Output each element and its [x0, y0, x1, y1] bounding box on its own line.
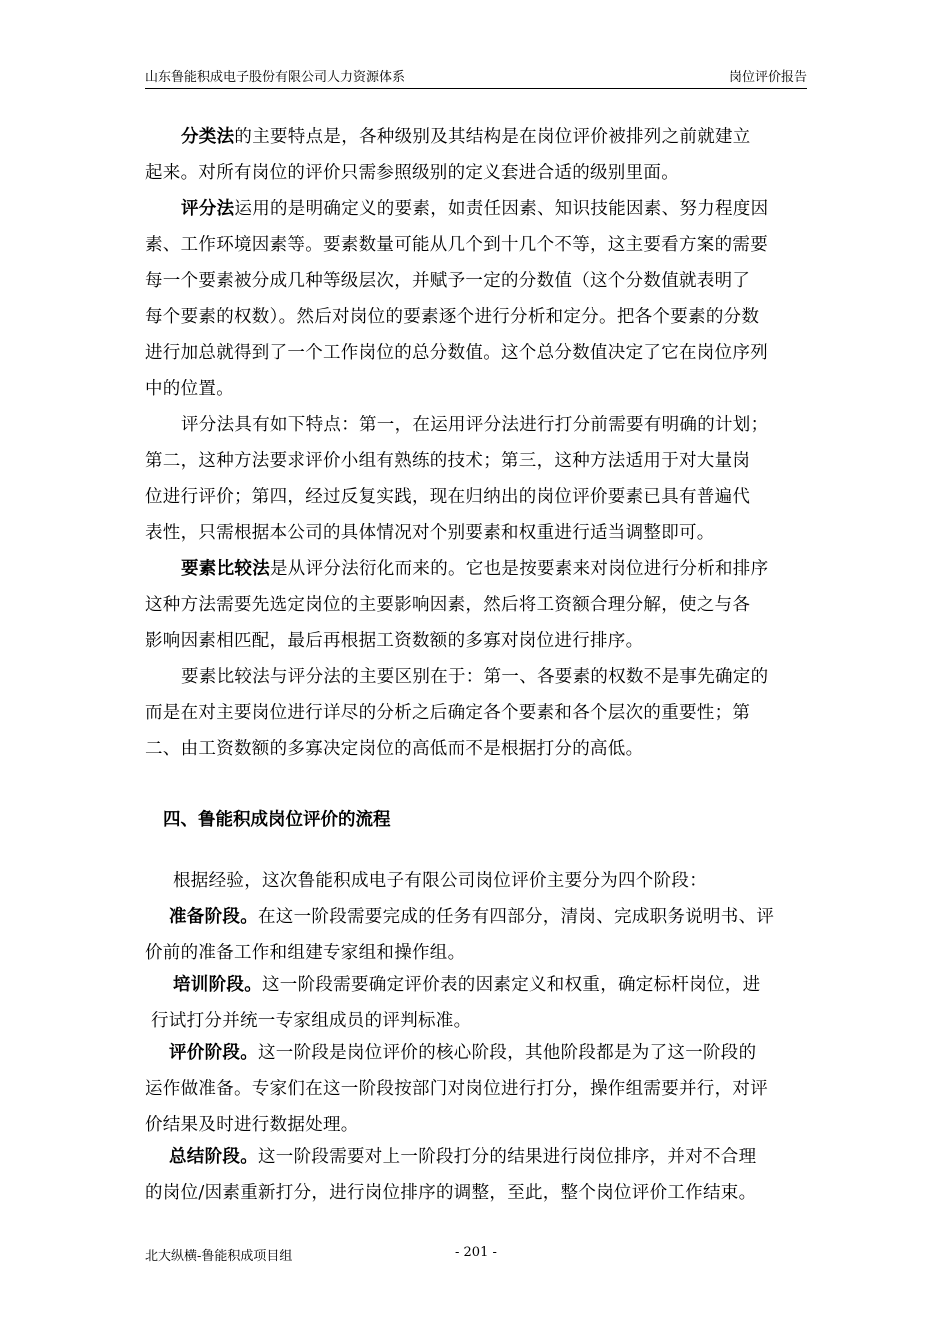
term-classification: 分类法 [181, 127, 235, 147]
text-line: 这种方法需要先选定岗位的主要影响因素，然后将工资额合理分解，使之与各 [145, 595, 751, 615]
text-line: 进行加总就得到了一个工作岗位的总分数值。这个总分数值决定了它在岗位序列 [145, 343, 768, 363]
footer-project-group: 北大纵横-鲁能积成项目组 [145, 1249, 293, 1264]
text-line: 行试打分并统一专家组成员的评判标准。 [151, 1011, 472, 1031]
term-summary-stage: 总结阶段。 [169, 1147, 258, 1167]
text-line: 在这一阶段需要完成的任务有四部分，清岗、完成职务说明书、评 [258, 907, 775, 927]
text-line: 价前的准备工作和组建专家组和操作组。 [145, 943, 466, 963]
text-line: 第二，这种方法要求评价小组有熟练的技术；第三，这种方法适用于对大量岗 [145, 451, 751, 471]
text-line: 的主要特点是，各种级别及其结构是在岗位评价被排列之前就建立 [234, 127, 751, 147]
text-line: 这一阶段需要对上一阶段打分的结果进行岗位排序，并对不合理 [258, 1147, 757, 1167]
header-company: 山东鲁能积成电子股份有限公司人力资源体系 [145, 70, 406, 85]
text-line: 运作做准备。专家们在这一阶段按部门对岗位进行打分，操作组需要并行，对评 [145, 1079, 768, 1099]
text-line: 每个要素的权数）。然后对岗位的要素逐个进行分析和定分。把各个要素的分数 [145, 307, 760, 327]
text-line: 价结果及时进行数据处理。 [145, 1115, 359, 1135]
text-line: 表性，只需根据本公司的具体情况对个别要素和权重进行适当调整即可。 [145, 523, 715, 543]
text-line: 要素比较法与评分法的主要区别在于：第一、各要素的权数不是事先确定的 [181, 667, 769, 687]
paragraph-factor-comparison [145, 551, 813, 659]
text-line: 二、由工资数额的多寡决定岗位的高低而不是根据打分的高低。 [145, 739, 644, 759]
text-line: 每一个要素被分成几种等级层次，并赋予一定的分数值（这个分数值就表明了 [145, 271, 751, 291]
text-line: 这一阶段是岗位评价的核心阶段，其他阶段都是为了这一阶段的 [258, 1043, 757, 1063]
page-header [145, 66, 807, 89]
paragraph-summary-stage [145, 1139, 813, 1211]
paragraph-classification-method [145, 119, 813, 191]
text-line: 这一阶段需要确定评价表的因素定义和权重，确定标杆岗位，进 [262, 975, 761, 995]
text-line: 位进行评价；第四，经过反复实践，现在归纳出的岗位评价要素已具有普遍代 [145, 487, 751, 507]
paragraph-training-stage [145, 967, 813, 1039]
text-line: 影响因素相匹配，最后再根据工资数额的多寡对岗位进行排序。 [145, 631, 644, 651]
term-point-method: 评分法 [181, 199, 235, 219]
text-line: 评分法具有如下特点：第一，在运用评分法进行打分前需要有明确的计划； [181, 415, 769, 435]
paragraph-factor-vs-point [145, 659, 813, 767]
text-line: 是从评分法衍化而来的。它也是按要素来对岗位进行分析和排序 [270, 559, 769, 579]
text-line: 素、工作环境因素等。要素数量可能从几个到十几个不等，这主要看方案的需要 [145, 235, 768, 255]
paragraph-intro-stages [145, 863, 813, 899]
text-line: 而是在对主要岗位进行详尽的分析之后确定各个要素和各个层次的重要性；第 [145, 703, 751, 723]
text-line: 起来。对所有岗位的评价只需参照级别的定义套进合适的级别里面。 [145, 163, 679, 183]
text-line: 运用的是明确定义的要素，如责任因素、知识技能因素、努力程度因 [234, 199, 769, 219]
text-line: 的岗位/因素重新打分，进行岗位排序的调整，至此，整个岗位评价工作结束。 [145, 1183, 757, 1203]
header-report-title: 岗位评价报告 [728, 70, 807, 85]
page-number: - 201 - [455, 1245, 497, 1260]
text-line: 中的位置。 [145, 379, 234, 399]
term-evaluation-stage: 评价阶段。 [169, 1043, 258, 1063]
section-heading: 四、鲁能积成岗位评价的流程 [163, 810, 391, 830]
term-training-stage: 培训阶段。 [173, 975, 262, 995]
term-preparation-stage: 准备阶段。 [169, 907, 258, 927]
term-factor-comparison: 要素比较法 [181, 559, 270, 579]
text-line: 根据经验，这次鲁能积成电子有限公司岗位评价主要分为四个阶段： [173, 871, 707, 891]
paragraph-preparation-stage [145, 899, 813, 971]
paragraph-point-method-features [145, 407, 813, 551]
paragraph-evaluation-stage [145, 1035, 813, 1143]
paragraph-point-method [145, 191, 813, 407]
